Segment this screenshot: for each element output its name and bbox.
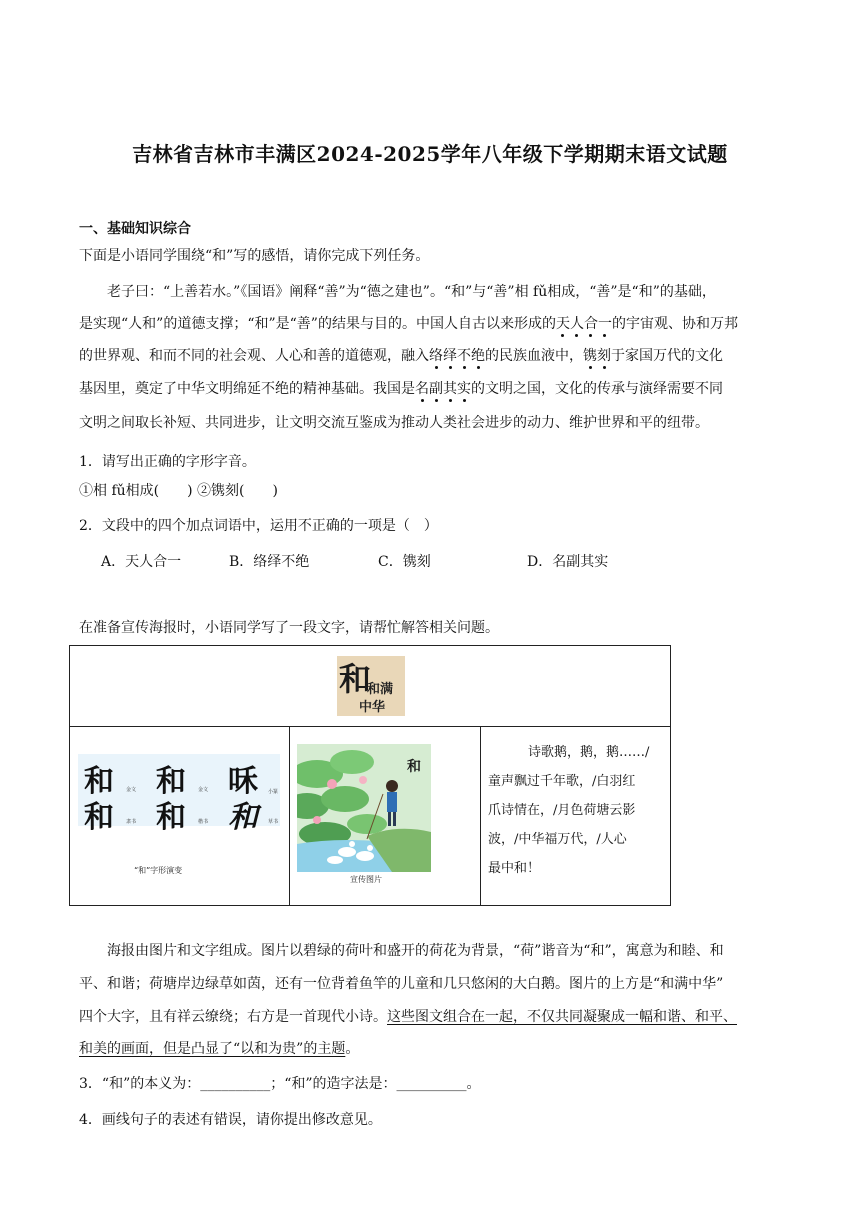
underlined-sentence: 这些图文组合在一起，不仅共同凝聚成一幅和谐、和平、 (387, 1009, 737, 1025)
poem-line: 最中和！ (488, 861, 541, 876)
poster-poem (488, 738, 668, 883)
question-1-blanks: ①相 fǔ相成( ) ②镌刻( ) (79, 483, 278, 499)
description-line-4: 和美的画面，但是凸显了“以和为贵”的主题。 (79, 1041, 360, 1057)
question-1: 1．请写出正确的字形字音。 (79, 454, 256, 470)
poster-intro: 在准备宣传海报时，小语同学写了一段文字，请帮忙解答相关问题。 (79, 620, 499, 636)
evolution-caption: “和”字形演变 (134, 866, 183, 875)
passage-line-2: 是实现“人和”的道德支撑；“和”是“善”的结果与目的。中国人自古以来形成的天人合一的宇宙观、协和万邦 (79, 316, 738, 332)
dotted-word-4: 名副其实 (415, 381, 471, 397)
option-a: A．天人合一 (101, 554, 182, 570)
picture-caption: 宣传图片 (350, 875, 382, 884)
picture-he-character: 和 (407, 759, 421, 775)
passage-line-4: 基因里，奠定了中华文明绵延不绝的精神基础。我国是名副其实的文明之国，文化的传承与演绎需要不同 (79, 381, 723, 397)
dotted-word-2: 络绎不绝 (429, 348, 485, 364)
question-3: 3．“和”的本义为：__________；“和”的造字法是：__________。 (79, 1076, 481, 1092)
description-line-2: 平、和谐；荷塘岸边绿草如茵，还有一位背着鱼竿的儿童和几只悠闲的大白鹅。图片的上方是“和满中华” (79, 976, 724, 992)
description-line-1: 海报由图片和文字组成。图片以碧绿的荷叶和盛开的荷花为背景，“荷”谐音为“和”，寓意为和睦、和 (107, 943, 724, 959)
table-divider (70, 726, 670, 727)
promotional-picture (297, 744, 431, 872)
character-evolution-image: 和 和 咊 和 和 和 金文 金文 小篆 隶书 楷书 草书 (78, 754, 280, 826)
dotted-word-3: 镌刻 (583, 348, 611, 364)
poem-line: 波，/中华福万代，/人心 (488, 832, 627, 847)
option-d: D．名副其实 (527, 554, 609, 570)
poem-line: 爪诗情在，/月色荷塘云影 (488, 803, 636, 818)
table-column-divider (480, 726, 481, 905)
passage-line-5: 文明之间取长补短、共同进步，让文明交流互鉴成为推动人类社会进步的动力、维护世界和平的纽带。 (79, 415, 709, 431)
poster-table (69, 645, 671, 906)
dotted-word-1: 天人合一 (555, 316, 612, 332)
page-title: 吉林省吉林市丰满区2024-2025学年八年级下学期期末语文试题 (132, 142, 728, 166)
underlined-sentence: 和美的画面，但是凸显了“以和为贵”的主题 (79, 1041, 346, 1057)
option-b: B．络绎不绝 (229, 554, 310, 570)
section-heading: 一、基础知识综合 (79, 221, 191, 237)
poem-line: 诗歌鹅，鹅，鹅……/ (528, 745, 650, 760)
passage-line-3: 的世界观、和而不同的社会观、人心和善的道德观，融入络绎不绝的民族血液中，镌刻于家国万代的文化 (79, 348, 723, 364)
table-column-divider (289, 726, 290, 905)
poem-line: 童声飘过千年歌，/白羽红 (488, 774, 636, 789)
he-man-zhonghua-seal-image: 和 和满 中华 (337, 656, 405, 716)
passage-line-1: 老子曰：“上善若水。”《国语》阐释“善”为“德之建也”。“和”与“善”相 fǔ相成，“善”是“和”的基础， (107, 284, 716, 300)
question-2: 2．文段中的四个加点词语中，运用不正确的一项是（ ） (79, 518, 438, 534)
task-intro: 下面是小语同学围绕“和”写的感悟，请你完成下列任务。 (79, 248, 430, 264)
description-line-3: 四个大字，且有祥云缭绕；右方是一首现代小诗。这些图文组合在一起，不仅共同凝聚成一幅和谐、和平、 (79, 1009, 737, 1025)
option-c: C．镌刻 (378, 554, 431, 570)
question-4: 4．画线句子的表述有错误，请你提出修改意见。 (79, 1112, 382, 1128)
